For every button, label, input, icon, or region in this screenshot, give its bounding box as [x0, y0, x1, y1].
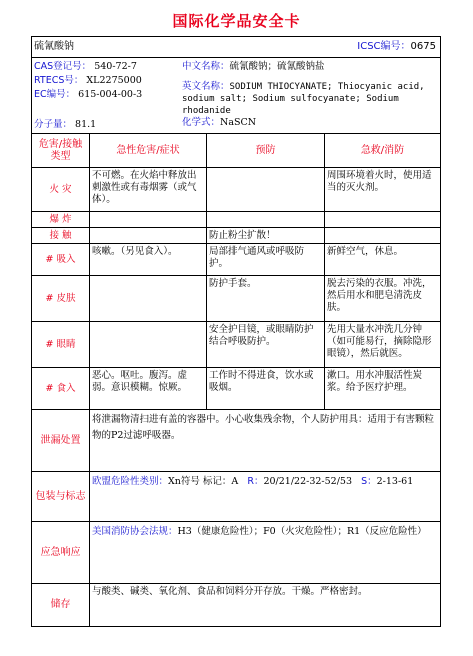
hazard-row-explosion	[32, 211, 440, 227]
eu-label: 欧盟危险性类别：	[92, 476, 169, 487]
hazard-symptoms	[89, 322, 206, 367]
identifiers-row	[32, 57, 440, 133]
emergency-row	[32, 521, 440, 583]
ec-value: 615-004-00-3	[78, 89, 143, 100]
hazard-type: 爆 炸	[49, 213, 72, 225]
icsc-number	[330, 37, 440, 57]
hazard-symptoms: 恶心。呕吐。腹泻。虚弱。意识模糊。惊厥。	[89, 368, 206, 409]
hazard-row-exposure	[32, 227, 440, 243]
nfpa-label: 美国消防协会法规：	[92, 526, 178, 537]
spill-label: 泄漏处置	[40, 434, 81, 446]
en-name-value: SODIUM THIOCYANATE; Thiocyanic acid, sodium salt; Sodium sulfocyanate; Sodium rhodanide	[182, 82, 425, 116]
storage-row	[32, 583, 440, 626]
header-first-aid: 急救/消防	[324, 134, 440, 167]
hazard-prevention: 防止粉尘扩散！	[206, 228, 324, 243]
hazard-prevention	[206, 212, 324, 227]
cn-name-value: 硫氰酸钠；硫氰酸钠盐	[229, 61, 325, 72]
mw-value: 81.1	[75, 119, 97, 130]
cn-name-label: 中文名称：	[182, 61, 230, 72]
hazard-prevention: 防护手套。	[206, 276, 324, 321]
rtecs-value: XL2275000	[86, 75, 142, 86]
nfpa-text: H3（健康危险性）；F0（火灾危险性）；R1（反应危险性）	[177, 526, 427, 537]
packaging-row	[32, 471, 440, 521]
s-text: 2-13-61	[376, 476, 414, 487]
emergency-text	[89, 522, 440, 583]
mw-label: 分子量：	[34, 119, 73, 130]
icsc-label: ICSC编号：	[357, 41, 411, 52]
hazard-first-aid: 周围环境着火时，使用适当的灭火剂。	[324, 168, 440, 211]
hazard-row-skin	[32, 275, 440, 321]
rtecs-label: RTECS号：	[34, 75, 84, 86]
formula-label: 化学式：	[182, 117, 221, 128]
hazard-first-aid	[324, 228, 440, 243]
spill-row	[32, 409, 440, 471]
cas-value: 540-72-7	[94, 61, 137, 72]
packaging-text	[89, 472, 440, 521]
hazard-type: 接 触	[49, 229, 72, 241]
hazard-type: 火 灾	[49, 183, 72, 195]
hazard-row-eyes	[32, 321, 440, 367]
ec-label: EC编号：	[34, 89, 76, 100]
r-label: R：	[247, 476, 264, 487]
hazard-prevention: 安全护目镜，或眼睛防护结合呼吸防护。	[206, 322, 324, 367]
card-title: 国际化学品安全卡	[172, 12, 301, 30]
hazard-row-ingestion	[32, 367, 440, 409]
hazard-symptoms	[89, 276, 206, 321]
ids-right	[180, 58, 440, 133]
hazard-type: # 皮肤	[45, 292, 76, 304]
hazard-first-aid: 先用大量水冲洗几分钟（如可能易行，摘除隐形眼镜），然后就医。	[324, 322, 440, 367]
hazard-type: # 眼睛	[45, 338, 76, 350]
formula-value: NaSCN	[220, 117, 257, 128]
hazard-row-fire	[32, 167, 440, 211]
spill-text: 将泄漏物清扫进有盖的容器中。小心收集残余物，个人防护用具：适用于有害颗粒物的P2过滤呼吸器。	[89, 410, 440, 471]
hazard-type: # 吸入	[45, 253, 76, 265]
hazard-row-inhalation	[32, 243, 440, 275]
packaging-label: 包装与标志	[35, 490, 86, 502]
cas-label: CAS登记号：	[34, 61, 92, 72]
storage-label: 储存	[50, 599, 71, 610]
hazard-header-row	[32, 133, 440, 167]
hazard-type: # 食入	[45, 382, 76, 394]
s-label: S：	[361, 476, 377, 487]
hazard-symptoms: 咳嗽。（另见食入）。	[89, 244, 206, 275]
hazard-symptoms	[89, 212, 206, 227]
header-type: 危害/接触类型	[38, 138, 83, 162]
hazard-prevention	[206, 168, 324, 211]
header-symptoms: 急性危害/症状	[89, 134, 206, 167]
eu-text: Xn符号 标记：A	[168, 476, 239, 487]
hazard-first-aid: 新鲜空气，休息。	[324, 244, 440, 275]
safety-card	[31, 36, 441, 627]
header-prevention: 预防	[206, 134, 324, 167]
name-row	[32, 37, 440, 57]
hazard-first-aid: 漱口。用水冲服活性炭浆。给予医疗护理。	[324, 368, 440, 409]
hazard-first-aid	[324, 212, 440, 227]
hazard-symptoms: 不可燃。在火焰中释放出刺激性或有毒烟雾（或气体）。	[89, 168, 206, 211]
hazard-symptoms	[89, 228, 206, 243]
r-text: 20/21/22-32-52/53	[263, 476, 353, 487]
storage-text: 与酸类、碱类、氧化剂、食品和饲料分开存放。干燥。严格密封。	[89, 584, 440, 626]
en-name-label: 英文名称：	[182, 81, 230, 92]
chemical-name: 硫氰酸钠	[34, 41, 74, 52]
hazard-first-aid: 脱去污染的衣服。冲洗，然后用水和肥皂清洗皮肤。	[324, 276, 440, 321]
emergency-label: 应急响应	[40, 546, 81, 558]
hazard-prevention: 工作时不得进食，饮水或吸烟。	[206, 368, 324, 409]
icsc-value: 0675	[410, 41, 436, 52]
ids-left	[32, 58, 180, 133]
hazard-prevention: 局部排气通风或呼吸防护。	[206, 244, 324, 275]
